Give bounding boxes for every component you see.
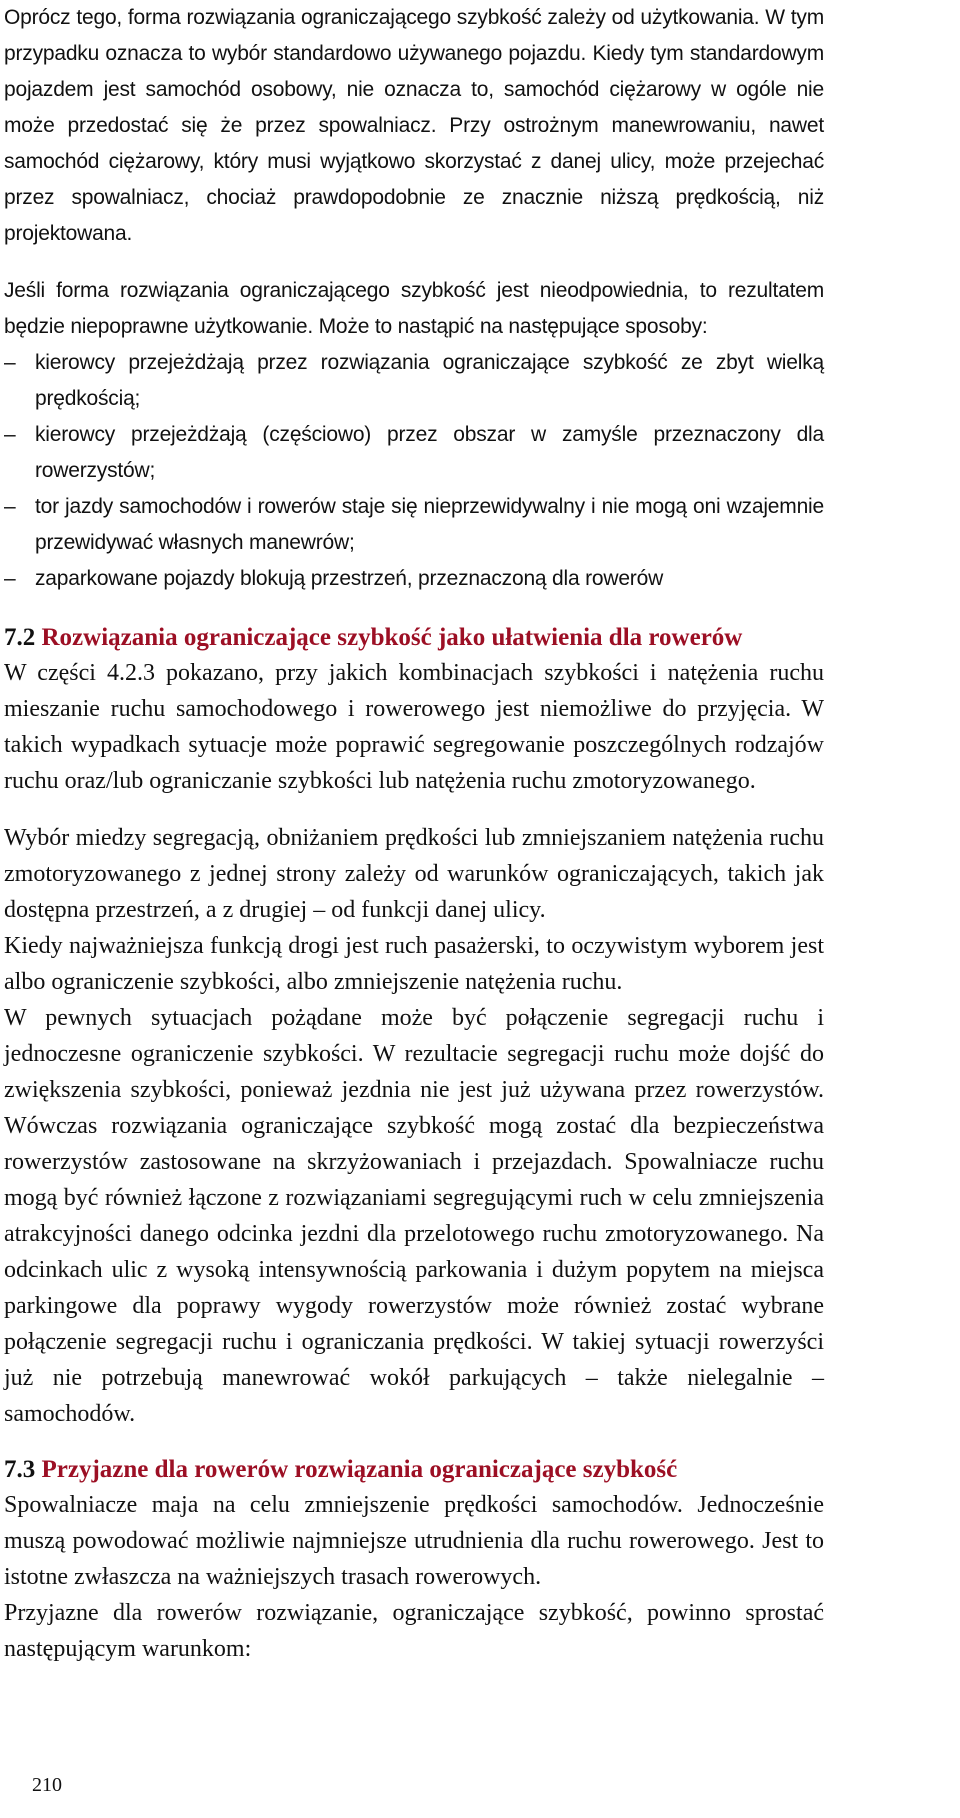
spacer (4, 1432, 824, 1453)
section-heading-7-2 (4, 621, 824, 655)
paragraph-7-2-combination: W pewnych sytuacjach pożądane może być połączenie segregacji ruchu i jednoczesne ograniczenie szybkości. W rezultacie segregacji ruchu może dojść do zwiększenia szybkości, ponieważ jezdnia nie jest już używana przez rowerzystów. Wówczas rozwiązania ograniczające szybkość mogą zostać dla bezpieczeństwa rowerzystów zastosowane na skrzyżowaniach i przejazdach. Spowalniacze ruchu mogą być również łączone z rozwiązaniami segregującymi ruch w celu zmniejszenia atrakcyjności danego odcinka jezdni dla przelotowego ruchu zmotoryzowanego. Na odcinkach ulic z wysoką intensywnością parkowania i dużym popytem na miejsca parkingowe dla poprawy wygody rowerzystów może również zostać wybrane połączenie segregacji ruchu i ograniczania prędkości. W takiej sytuacji rowerzyści już nie potrzebują manewrować wokół parkujących – także nielegalnie – samochodów. (4, 1005, 824, 1427)
section-title: Przyjazne dla rowerów rozwiązania ograniczające szybkość (41, 1456, 678, 1483)
dash-bullet: – (4, 567, 16, 590)
paragraph-7-2-passenger: Kiedy najważniejsza funkcją drogi jest ruch pasażerski, to oczywistym wyborem jest albo ograniczenie szybkości, albo zmniejszenie natężenia ruchu. (4, 933, 824, 995)
page-content (4, 0, 824, 1667)
section-title: Rozwiązania ograniczające szybkość jako ułatwienia dla rowerów (41, 624, 743, 651)
spacer (4, 252, 824, 273)
spacer (4, 799, 824, 820)
dash-list-incorrect-use (4, 345, 824, 597)
paragraph-vehicle-usage: Oprócz tego, forma rozwiązania ograniczającego szybkość zależy od użytkowania. W tym przypadku oznacza to wybór standardowo używanego pojazdu. Kiedy tym standardowym pojazdem jest samochód osobowy, nie oznacza to, samochód ciężarowy w ogóle nie może przedostać się że przez spowalniacz. Przy ostrożnym manewrowaniu, nawet samochód ciężarowy, który musi wyjątkowo skorzystać z danej ulicy, może przejechać przez spowalniacz, chociaż prawdopodobnie ze znacznie niższą prędkością, niż projektowana. (4, 6, 824, 245)
paragraph-7-2-intro: W części 4.2.3 pokazano, przy jakich kombinacjach szybkości i natężenia ruchu mieszanie ruchu samochodowego i rowerowego jest niemożliwe do przyjęcia. W takich wypadkach sytuacje może poprawić segregowanie poszczególnych rodzajów ruchu oraz/lub ograniczanie szybkości lub natężenia ruchu zmotoryzowanego. (4, 660, 824, 794)
paragraph-incorrect-use-intro: Jeśli forma rozwiązania ograniczającego szybkość jest nieodpowiednia, to rezultatem będzie niepoprawne użytkowanie. Może to nastąpić na następujące sposoby: (4, 279, 824, 338)
list-item-text: zaparkowane pojazdy blokują przestrzeń, przeznaczoną dla rowerów (35, 567, 664, 590)
dash-bullet: – (4, 495, 16, 518)
page-number: 210 (32, 1774, 62, 1796)
paragraph-7-3-slowdowns: Spowalniacze maja na celu zmniejszenie prędkości samochodów. Jednocześnie muszą powodować możliwie najmniejsze utrudnienia dla ruchu rowerowego. Jest to istotne zwłaszcza na ważniejszych trasach rowerowych. (4, 1492, 824, 1590)
list-item-text: kierowcy przejeżdżają przez rozwiązania ograniczające szybkość ze zbyt wielką prędkością; (35, 351, 824, 410)
list-item (4, 417, 824, 489)
list-item (4, 489, 824, 561)
list-item-text: kierowcy przejeżdżają (częściowo) przez obszar w zamyśle przeznaczony dla rowerzystów; (35, 423, 824, 482)
paragraph-7-2-choice: Wybór miedzy segregacją, obniżaniem prędkości lub zmniejszaniem natężenia ruchu zmotoryzowanego z jednej strony zależy od warunków ograniczających, takich jak dostępna przestrzeń, a z drugiej – od funkcji danej ulicy. (4, 825, 824, 923)
list-item (4, 345, 824, 417)
list-item-text: tor jazdy samochodów i rowerów staje się nieprzewidywalny i nie mogą oni wzajemnie przewidywać własnych manewrów; (35, 495, 824, 554)
section-number: 7.3 (4, 1456, 36, 1483)
dash-bullet: – (4, 351, 16, 374)
section-heading-7-3 (4, 1453, 824, 1487)
section-number: 7.2 (4, 624, 36, 651)
list-item (4, 561, 824, 597)
paragraph-7-3-conditions: Przyjazne dla rowerów rozwiązanie, ograniczające szybkość, powinno sprostać następującym warunkom: (4, 1600, 824, 1662)
dash-bullet: – (4, 423, 16, 446)
spacer (4, 597, 824, 621)
